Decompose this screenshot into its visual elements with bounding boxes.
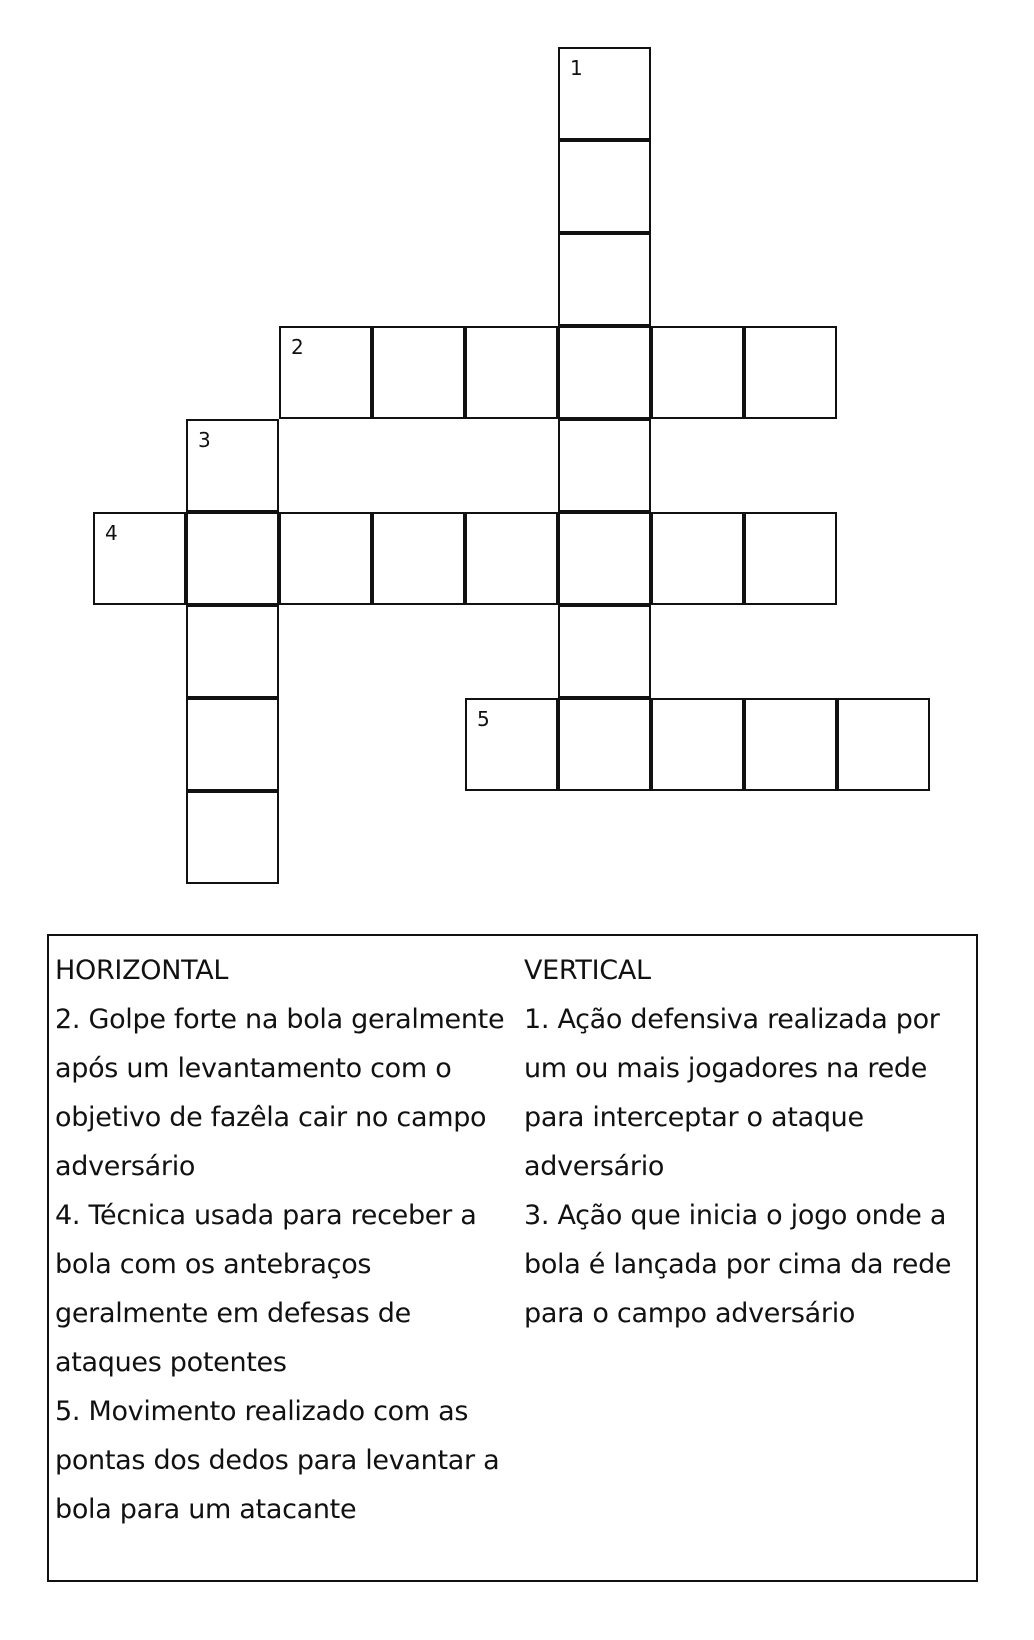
horizontal-clue-line: 5. Movimento realizado com as xyxy=(55,1396,469,1427)
crossword-cell[interactable] xyxy=(558,326,651,419)
crossword-cell[interactable] xyxy=(186,791,279,884)
crossword-cell[interactable] xyxy=(93,512,186,605)
vertical-heading: VERTICAL xyxy=(524,955,651,986)
vertical-clue-line: 3. Ação que inicia o jogo onde a xyxy=(524,1200,947,1231)
horizontal-clue-line: bola com os antebraços xyxy=(55,1249,372,1280)
crossword-cell[interactable] xyxy=(186,698,279,791)
crossword-cell[interactable] xyxy=(558,698,651,791)
crossword-cell[interactable] xyxy=(651,512,744,605)
clue-number: 5 xyxy=(477,707,490,731)
clue-box xyxy=(47,934,978,1582)
crossword-cell[interactable] xyxy=(651,326,744,419)
clue-number: 1 xyxy=(570,56,583,80)
crossword-cell[interactable] xyxy=(465,326,558,419)
crossword-cell[interactable] xyxy=(558,47,651,140)
clue-number: 3 xyxy=(198,428,211,452)
vertical-clue-line: bola é lançada por cima da rede xyxy=(524,1249,952,1280)
crossword-cell[interactable] xyxy=(744,698,837,791)
horizontal-clue-line: geralmente em defesas de xyxy=(55,1298,411,1329)
crossword-cell[interactable] xyxy=(558,419,651,512)
clue-number: 4 xyxy=(105,521,118,545)
horizontal-clue-line: adversário xyxy=(55,1151,196,1182)
horizontal-clue-line: bola para um atacante xyxy=(55,1494,357,1525)
crossword-cell[interactable] xyxy=(186,605,279,698)
horizontal-clue-line: pontas dos dedos para levantar a xyxy=(55,1445,500,1476)
vertical-clue-line: adversário xyxy=(524,1151,665,1182)
vertical-clue-line: para o campo adversário xyxy=(524,1298,856,1329)
crossword-cell[interactable] xyxy=(186,419,279,512)
crossword-cell[interactable] xyxy=(279,326,372,419)
crossword-cell[interactable] xyxy=(558,512,651,605)
crossword-cell[interactable] xyxy=(186,512,279,605)
vertical-clue-line: para interceptar o ataque xyxy=(524,1102,864,1133)
crossword-cell[interactable] xyxy=(372,326,465,419)
crossword-cell[interactable] xyxy=(279,512,372,605)
vertical-clue-line: 1. Ação defensiva realizada por xyxy=(524,1004,940,1035)
crossword-cell[interactable] xyxy=(651,698,744,791)
clue-number: 2 xyxy=(291,335,304,359)
horizontal-clue-line: 4. Técnica usada para receber a xyxy=(55,1200,477,1231)
crossword-cell[interactable] xyxy=(558,140,651,233)
horizontal-clue-line: ataques potentes xyxy=(55,1347,287,1378)
horizontal-clue-line: objetivo de fazêla cair no campo xyxy=(55,1102,487,1133)
vertical-clues xyxy=(524,946,976,1338)
horizontal-clue-line: 2. Golpe forte na bola geralmente xyxy=(55,1004,505,1035)
vertical-clue-line: um ou mais jogadores na rede xyxy=(524,1053,928,1084)
crossword-cell[interactable] xyxy=(558,233,651,326)
horizontal-heading: HORIZONTAL xyxy=(55,955,229,986)
crossword-cell[interactable] xyxy=(744,512,837,605)
horizontal-clue-line: após um levantamento com o xyxy=(55,1053,452,1084)
crossword-cell[interactable] xyxy=(837,698,930,791)
crossword-cell[interactable] xyxy=(744,326,837,419)
crossword-cell[interactable] xyxy=(372,512,465,605)
crossword-cell[interactable] xyxy=(465,698,558,791)
horizontal-clues xyxy=(55,946,517,1534)
crossword-cell[interactable] xyxy=(558,605,651,698)
crossword-cell[interactable] xyxy=(465,512,558,605)
